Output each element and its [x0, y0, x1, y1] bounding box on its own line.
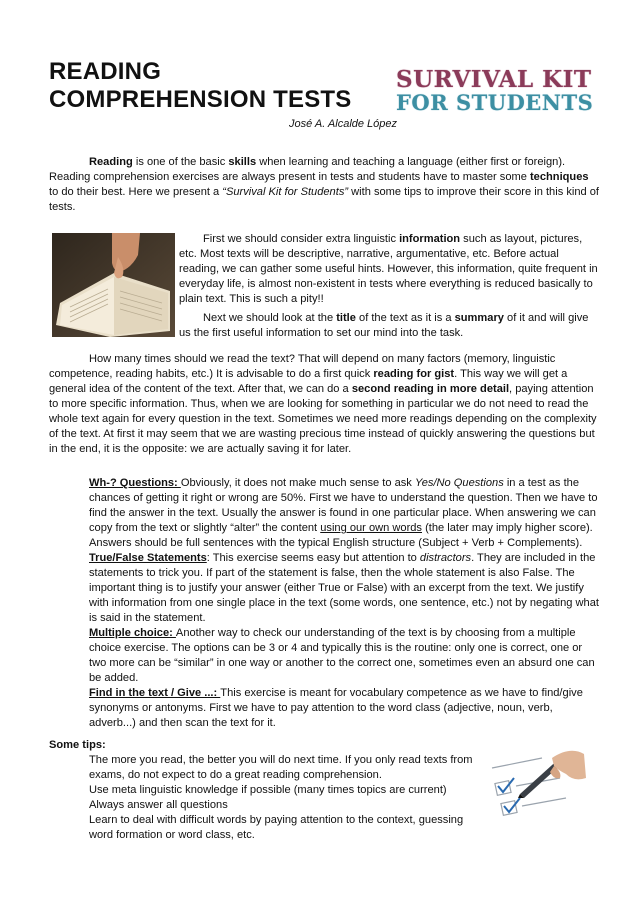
- tips-heading: Some tips:: [49, 739, 106, 751]
- layout-paragraph: First we should consider extra linguistic information such as layout, pictures, etc. Most texts will be descriptive, narrative, argumentative, etc. Before actual reading, we can gather some useful hints. However, this information, quite frequent in everyday life, is almost non-existent in tests where everything is reduced basically to plain text. This is such a pity!!: [179, 233, 598, 305]
- tips-list: [89, 753, 479, 843]
- list-item-multiple-choice: Multiple choice: Another way to check our understanding of the text is by choosing from a multiple choice exercise. The options can be 3 or 4 and typically this is the routine: only one is correct, one or two more can be “similar” in one way or another to the correct one, sometimes even an absurd one can be added.: [89, 627, 595, 684]
- logo-line-2: FOR STUDENTS: [396, 90, 594, 115]
- tip-item: Always answer all questions: [89, 799, 228, 811]
- author-name: José A. Alcalde López: [289, 118, 398, 130]
- survival-kit-logo: [396, 66, 594, 118]
- logo-line-1: SURVIVAL KIT: [396, 66, 592, 93]
- page-title: [49, 58, 352, 114]
- tip-item: Use meta linguistic knowledge if possible (many times topics are current): [89, 784, 447, 796]
- list-item-true-false: True/False Statements: This exercise seems easy but attention to distractors. They are included in the statements to trick you. If part of the statement is false, then the whole statement is also False. The important thing is to justify your answer (either True or False) with an excerpt from the text. We justify with information from one single place in the text (some words, one sentence, etc.) not by negating what is said in the statement.: [89, 552, 599, 624]
- list-item-find-give: Find in the text / Give ...: This exercise is meant for vocabulary competence as we have to find/give synonyms or antonyms. First we have to pay attention to the word class (adjective, noun, verb, adverb...) and then scan the text for it.: [89, 687, 583, 729]
- book-reading-photo: [52, 233, 175, 337]
- reading-times-paragraph: How many times should we read the text? That will depend on many factors (memory, linguistic competence, reading habits, etc.) It is advisable to do a first quick reading for gist. This way we will get a general idea of the content of the text. After that, we can do a second reading in more detail, paying attention to more specific information. Thus, when we are looking for something in particular we do not need to read the whole text again for every question in the text. Sometimes we need more readings depending on the complexity of the text. At first it may seem that we are wasting precious time instead of quickly answering the questions but in the end, it is the opposite: we are actually saving it for later.: [49, 353, 597, 455]
- intro-paragraph: Reading is one of the basic skills when learning and teaching a language (either first or foreign). Reading comprehension exercises are always present in tests and students have to master some techniques to do their best. Here we present a “Survival Kit for Students” with some tips to improve their score in this kind of tests.: [49, 156, 600, 213]
- tip-item: Learn to deal with difficult words by paying attention to the context, guessing word formation or word class, etc.: [89, 814, 464, 841]
- list-item-wh-questions: Wh-? Questions: Obviously, it does not make much sense to ask Yes/No Questions in a test as the chances of getting it right or wrong are 50%. First we have to understand the question. Then we have to find the answer in the text. Usually the answer is found in one particular place. When answering we can copy from the text or slightly “alter” the content using our own words (the later may imply higher score). Answers should be full sentences with the typical English structure (Subject + Verb + Complements).: [89, 477, 598, 549]
- title-line-2: COMPREHENSION TESTS: [49, 86, 352, 113]
- checklist-hand-icon: [482, 738, 587, 832]
- tip-item: The more you read, the better you will do next time. If you only read texts from exams, do not expect to do a great reading comprehension.: [89, 754, 473, 781]
- title-line-1: READING: [49, 58, 162, 85]
- title-paragraph: Next we should look at the title of the text as it is a summary of it and will give us the first useful information to set our mind into the task.: [179, 312, 589, 339]
- exercise-types-list: [89, 476, 599, 731]
